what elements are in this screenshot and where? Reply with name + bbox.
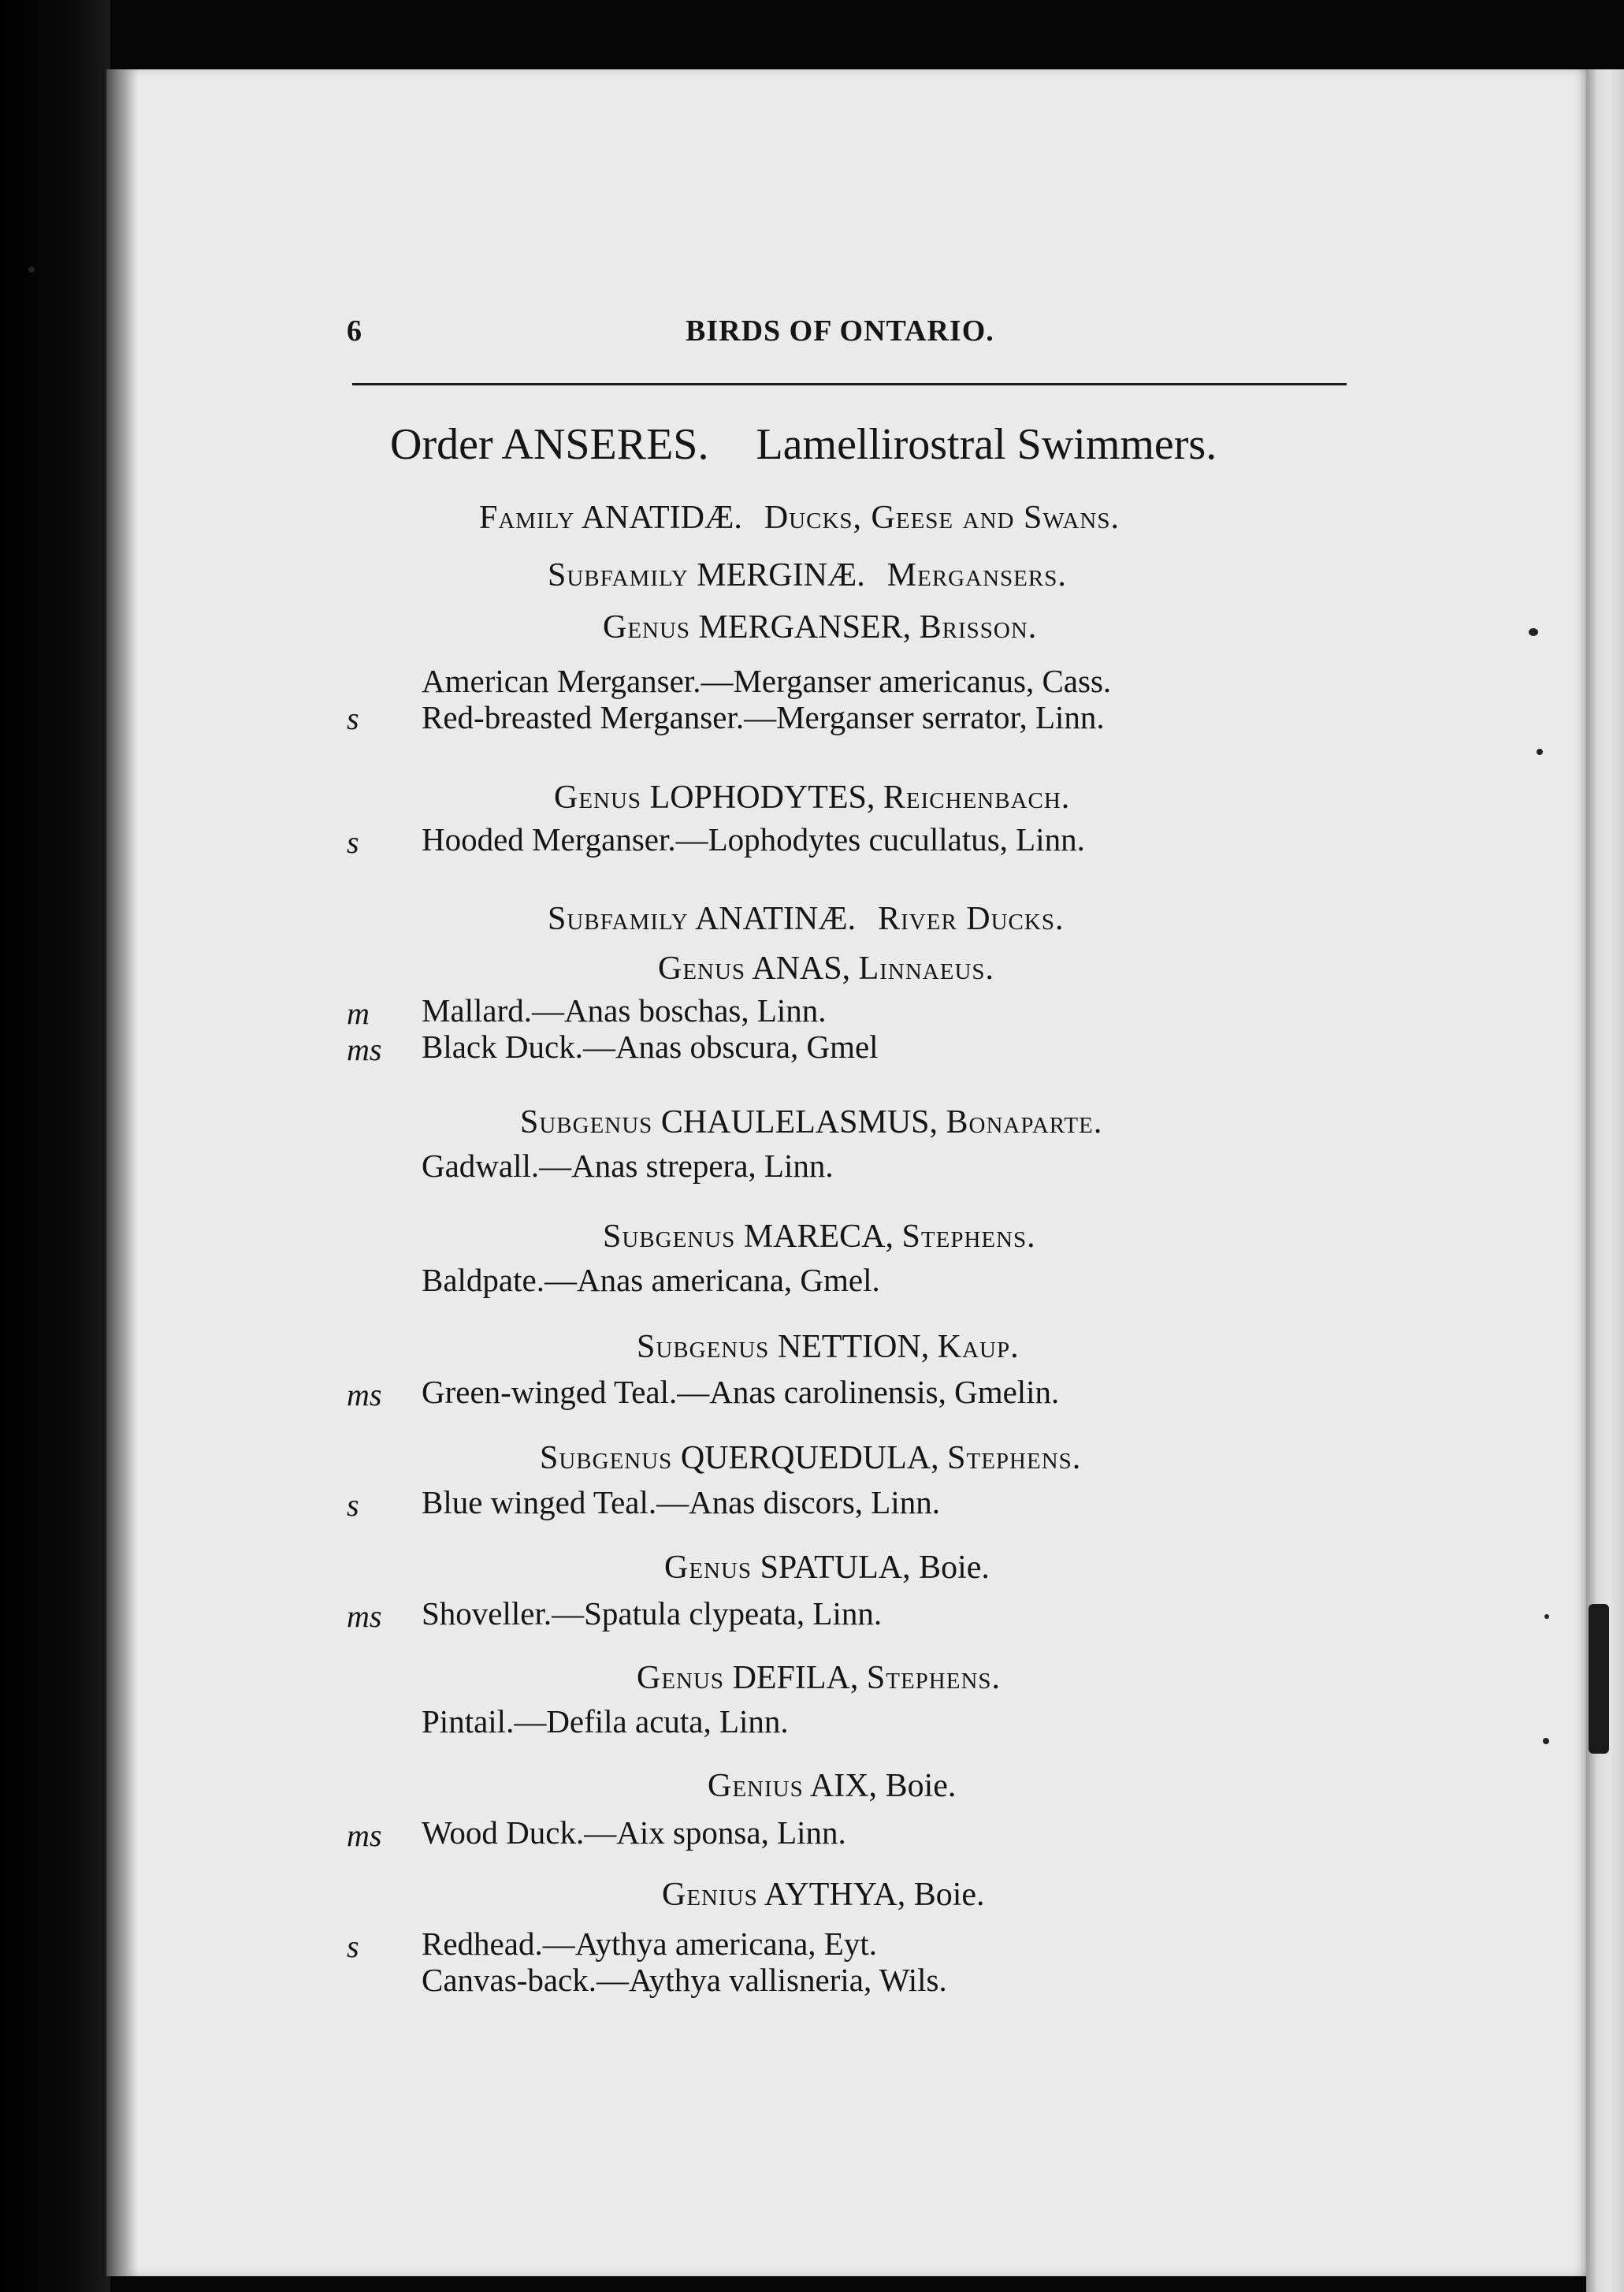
rank-label: Subgenus — [603, 1219, 736, 1255]
running-head: BIRDS OF ONTARIO. — [686, 314, 994, 348]
page-binding-shadow — [106, 69, 138, 2276]
header-rule — [352, 383, 1347, 385]
taxon-name: ANATIDÆ. — [581, 500, 742, 536]
rank-label: Genus — [554, 780, 642, 816]
status-mark: ms — [347, 1598, 382, 1634]
taxon-author: Stephens. — [866, 1660, 1002, 1696]
species-entry: Wood Duck.—Aix sponsa, Linn. — [422, 1814, 846, 1851]
species-entry: Baldpate.—Anas americana, Gmel. — [422, 1262, 880, 1298]
taxon-author: Bonaparte. — [946, 1104, 1103, 1140]
taxon-name: ANAS, — [752, 951, 851, 987]
subfamily-heading — [548, 900, 1064, 938]
subgenus-heading — [603, 1218, 1036, 1256]
taxon-name: AYTHYA, — [764, 1877, 906, 1913]
clip-mark — [1589, 1604, 1609, 1754]
taxon-name: MERGINÆ. — [697, 557, 865, 593]
common-name: Ducks, Geese and Swans. — [764, 500, 1120, 536]
speck — [1543, 1738, 1549, 1744]
genus-heading — [664, 1549, 990, 1587]
common-name: Mergansers. — [886, 557, 1067, 593]
taxon-name: ANATINÆ. — [694, 901, 857, 937]
common-name: River Ducks. — [878, 901, 1065, 937]
species-entry: Redhead.—Aythya americana, Eyt. — [422, 1926, 877, 1962]
species-entry: Blue winged Teal.—Anas discors, Linn. — [422, 1484, 940, 1520]
rank-label: Genus — [664, 1550, 753, 1586]
species-entry: Gadwall.—Anas strepera, Linn. — [422, 1148, 834, 1184]
status-mark: m — [347, 995, 370, 1031]
status-mark: ms — [347, 1032, 382, 1067]
genus-heading — [658, 950, 994, 988]
speck — [28, 266, 35, 273]
scan-border-left — [0, 0, 110, 2292]
taxon-author: Brisson. — [919, 609, 1038, 646]
genus-heading — [662, 1876, 985, 1914]
taxon-name: MERGANSER, — [698, 609, 912, 646]
order-name: Order ANSERES. — [390, 420, 709, 469]
status-mark: ms — [347, 1377, 382, 1412]
genus-heading — [637, 1659, 1001, 1697]
order-description: Lamellirostral Swimmers. — [756, 420, 1217, 469]
rank-label: Subfamily — [548, 557, 689, 593]
species-entry: Black Duck.—Anas obscura, Gmel — [422, 1029, 879, 1065]
genus-heading — [708, 1767, 956, 1805]
order-heading — [390, 419, 1217, 470]
rank-label: Genus — [603, 609, 691, 646]
page-number: 6 — [347, 314, 362, 348]
taxon-name: LOPHODYTES, — [649, 780, 875, 816]
rank-label: Genus — [637, 1660, 725, 1696]
rank-label: Subgenus — [637, 1329, 770, 1365]
species-entry: Hooded Merganser.—Lophodytes cucullatus, Linn. — [422, 821, 1085, 858]
taxon-author: Stephens. — [901, 1219, 1036, 1255]
species-entry: Mallard.—Anas boschas, Linn. — [422, 992, 827, 1029]
status-mark: s — [347, 701, 359, 736]
page-right-edge — [1586, 69, 1624, 2292]
taxon-author: Boie. — [919, 1550, 990, 1586]
subgenus-heading — [540, 1439, 1081, 1477]
speck — [1529, 628, 1538, 636]
subfamily-heading — [548, 556, 1067, 594]
status-mark: s — [347, 1929, 359, 1964]
genus-heading — [603, 608, 1037, 646]
taxon-name: NETTION, — [777, 1329, 930, 1365]
taxon-name: SPATULA, — [760, 1550, 911, 1586]
status-mark: s — [347, 1487, 359, 1523]
taxon-author: Boie. — [913, 1877, 985, 1913]
taxon-name: AIX, — [809, 1768, 878, 1804]
rank-label: Subgenus — [540, 1440, 673, 1476]
taxon-name: QUERQUEDULA, — [680, 1440, 939, 1476]
taxon-name: CHAULELASMUS, — [660, 1104, 938, 1140]
rank-label: Genius — [662, 1877, 758, 1913]
species-entry: American Merganser.—Merganser americanus, Cass. — [422, 663, 1112, 699]
rank-label: Genius — [708, 1768, 804, 1804]
species-entry: Red-breasted Merganser.—Merganser serrator, Linn. — [422, 699, 1105, 735]
status-mark: s — [347, 824, 359, 860]
rank-label: Subfamily — [548, 901, 689, 937]
rank-label: Family — [479, 500, 575, 536]
status-mark: ms — [347, 1818, 382, 1853]
taxon-name: DEFILA, — [732, 1660, 859, 1696]
taxon-name: MARECA, — [743, 1219, 894, 1255]
taxon-author: Linnaeus. — [858, 951, 995, 987]
species-entry: Pintail.—Defila acuta, Linn. — [422, 1703, 789, 1739]
species-entry: Canvas-back.—Aythya vallisneria, Wils. — [422, 1962, 947, 1998]
subgenus-heading — [637, 1328, 1020, 1366]
speck — [1544, 1614, 1549, 1619]
rank-label: Genus — [658, 951, 746, 987]
taxon-author: Stephens. — [947, 1440, 1082, 1476]
species-entry: Green-winged Teal.—Anas carolinensis, Gmelin. — [422, 1374, 1060, 1410]
genus-heading — [554, 779, 1070, 817]
rank-label: Subgenus — [520, 1104, 653, 1140]
subgenus-heading — [520, 1103, 1102, 1141]
family-heading — [479, 499, 1120, 537]
species-entry: Shoveller.—Spatula clypeata, Linn. — [422, 1595, 883, 1632]
taxon-author: Kaup. — [937, 1329, 1020, 1365]
taxon-author: Boie. — [885, 1768, 957, 1804]
taxon-author: Reichenbach. — [883, 780, 1071, 816]
speck — [1537, 749, 1543, 755]
